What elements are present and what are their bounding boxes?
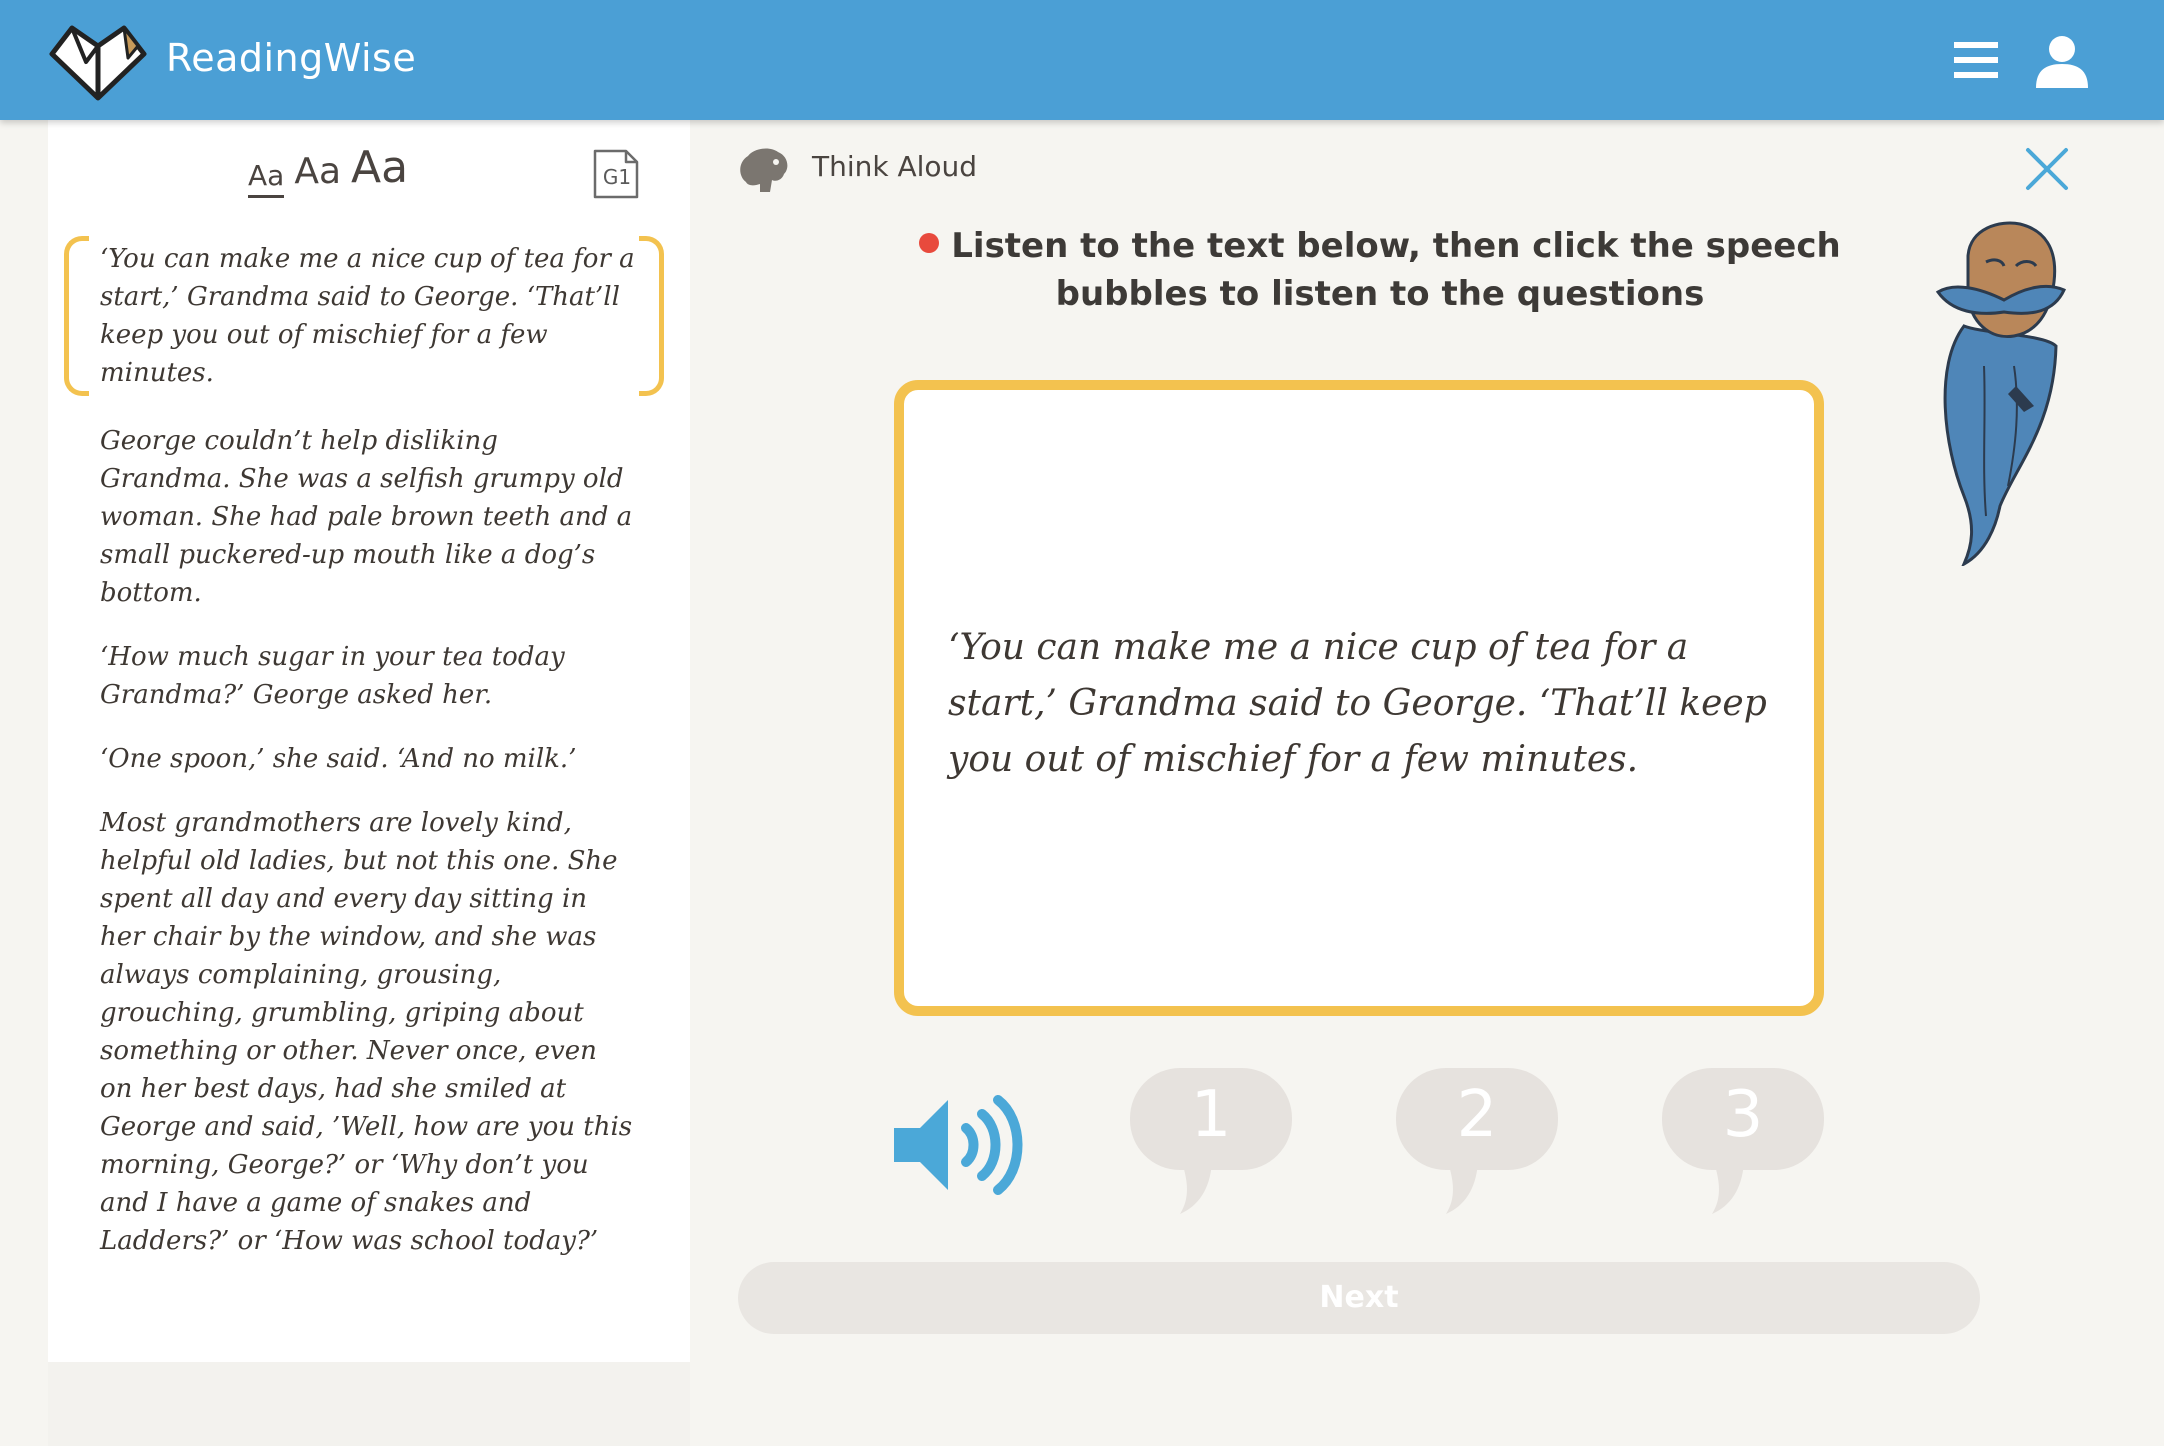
bubble-number: 2 [1456, 1078, 1498, 1152]
question-bubble-2[interactable] [1394, 1066, 1560, 1216]
passage-paragraph[interactable]: ‘How much sugar in your tea today Grandma?’ George asked her. [100, 642, 565, 710]
activity-title: Think Aloud [812, 150, 978, 183]
font-size-large-button[interactable]: Aa [351, 142, 409, 193]
question-bubble-1[interactable] [1128, 1066, 1294, 1216]
bubble-number: 1 [1190, 1078, 1232, 1152]
status-dot-icon [919, 233, 939, 253]
instruction-text: Listen to the text below, then click the speech bubbles to listen to the questions [951, 226, 1841, 314]
top-navigation-bar [0, 0, 2164, 120]
card-passage-text: ‘You can make me a nice cup of tea for a start,’ Grandma said to George. ‘That’ll keep you out of mischief for a few minutes. [948, 627, 1767, 780]
passage-paragraph[interactable]: ‘One spoon,’ she said. ‘And no milk.’ [100, 744, 577, 774]
user-profile-icon[interactable] [2034, 34, 2090, 88]
passage-paragraph-highlighted[interactable]: ‘You can make me a nice cup of tea for a start,’ Grandma said to George. ‘That’ll keep you out of mischief for a few minutes. [64, 236, 664, 396]
font-size-medium-button[interactable]: Aa [294, 151, 341, 192]
hamburger-menu-icon[interactable] [1952, 40, 2000, 80]
question-bubble-3[interactable] [1660, 1066, 1826, 1216]
bubble-number: 3 [1722, 1078, 1764, 1152]
font-size-controls [248, 138, 408, 198]
passage-paragraph[interactable]: George couldn’t help disliking Grandma. She was a selfish grumpy old woman. She had pale brown teeth and a small puckered-up mouth like a dog’s bottom. [100, 426, 633, 608]
grade-level-label: G1 [602, 165, 632, 189]
activity-instruction [880, 222, 1880, 318]
think-aloud-head-icon [736, 142, 792, 198]
speaker-audio-icon[interactable] [890, 1090, 1030, 1200]
close-icon[interactable] [2022, 144, 2072, 194]
passage-paragraph[interactable]: Most grandmothers are lovely kind, helpful old ladies, but not this one. She spent all day and every day sitting in her chair by the window, and she was always complaining, grousing, grouching, grumbling, griping about something or other. Never once, even on her best days, had she smiled at George and said, ’Well, how are you this morning, George?’ or ‘Why don’t you and I have a game of snakes and Ladders?’ or ‘How was school today?’ [100, 808, 633, 1256]
font-size-small-button[interactable]: Aa [248, 162, 284, 198]
bearded-wizard-mascot-icon [1924, 216, 2076, 566]
brand-name: ReadingWise [166, 36, 417, 80]
next-button[interactable]: Next [738, 1262, 1980, 1334]
reading-panel-footer [48, 1362, 690, 1446]
readingwise-logo-icon[interactable] [46, 18, 150, 104]
reading-passage [64, 236, 664, 1286]
passage-text-card [894, 380, 1824, 1016]
